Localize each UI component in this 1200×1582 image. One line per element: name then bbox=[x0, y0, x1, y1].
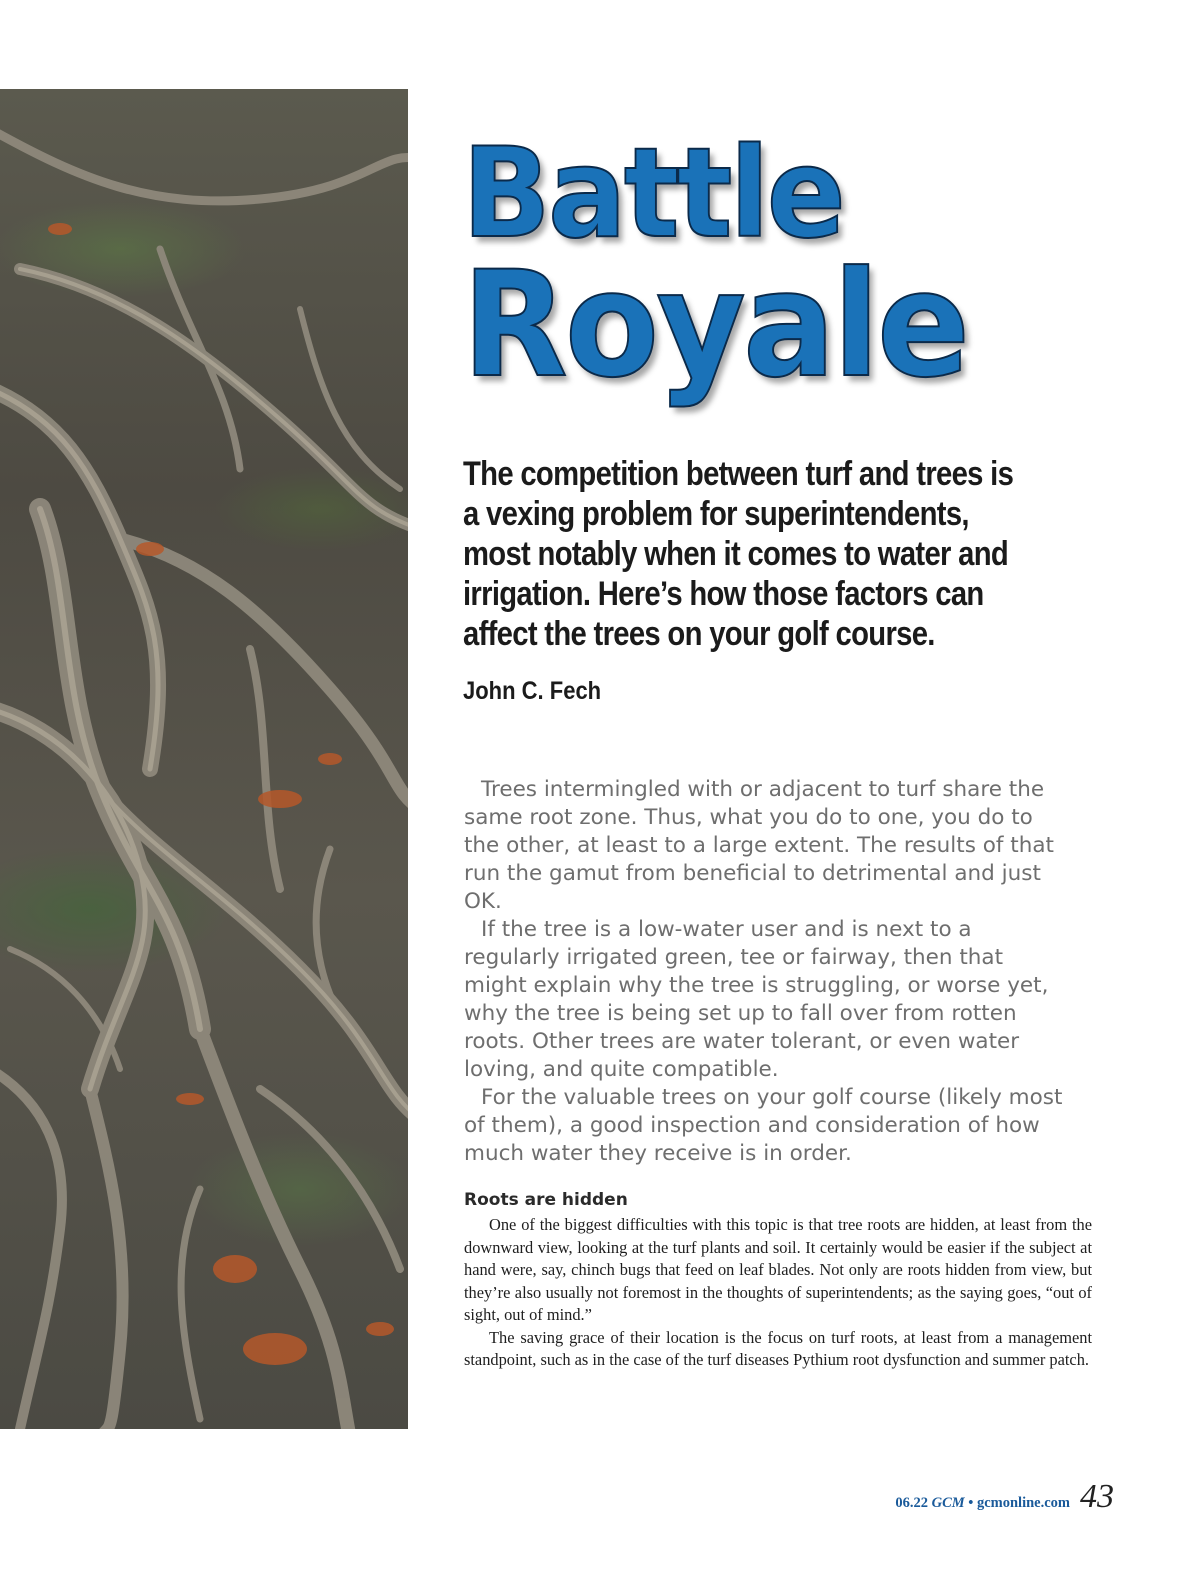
website-link[interactable]: gcmonline.com bbox=[976, 1495, 1070, 1511]
body-paragraph: One of the biggest difficulties with this topic is that tree roots are hidden, at least from the downward view, looking at the turf plants and soil. It certainly would be easier if the subject at hand were, say, chinch bugs that feed on leaf blades. Not only are roots hidden from view, but they’re also usually not foremost in the thoughts of superintendents; as the saying goes, “out of sight, out of mind.” bbox=[464, 1215, 1092, 1324]
author-byline: John C. Fech bbox=[463, 677, 602, 705]
title-line-1: Battle bbox=[462, 122, 844, 266]
intro-paragraph: For the valuable trees on your golf course (likely most of them), a good inspection and consideration of how much water they receive is in order. bbox=[464, 1085, 1063, 1166]
article-title bbox=[462, 122, 1026, 410]
body-paragraph: The saving grace of their location is the focus on turf roots, at least from a management standpoint, such as in the case of the turf diseases Pythium root dysfunction and summer patch. bbox=[464, 1327, 1092, 1369]
page-number: 43 bbox=[1080, 1478, 1114, 1515]
footer-bullet: • bbox=[968, 1495, 974, 1511]
issue-date: 06.22 bbox=[895, 1495, 928, 1511]
article-deck: The competition between turf and trees is a vexing problem for superintendents, most notably when it comes to water and irrigation. Here’s how those factors can affect the trees on your golf course. bbox=[463, 455, 1014, 653]
magazine-name: GCM bbox=[931, 1495, 965, 1511]
intro-paragraph: Trees intermingled with or adjacent to turf share the same root zone. Thus, what you do to one, you do to the other, at least to a large extent. The results of that run the gamut from beneficial to detrimental and just OK. bbox=[464, 777, 1054, 914]
intro-text bbox=[464, 776, 1064, 1168]
footer-meta bbox=[895, 1495, 1070, 1512]
page-footer bbox=[895, 1478, 1114, 1516]
section-subhead: Roots are hidden bbox=[464, 1190, 628, 1210]
body-text bbox=[464, 1214, 1092, 1372]
tree-roots-photo bbox=[0, 89, 408, 1429]
title-line-2: Royale bbox=[462, 240, 968, 410]
intro-paragraph: If the tree is a low-water user and is next to a regularly irrigated green, tee or fairway, then that might explain why the tree is struggling, or worse yet, why the tree is being set up to fall over from rotten roots. Other trees are water tolerant, or even water loving, and quite compatible. bbox=[464, 917, 1049, 1082]
